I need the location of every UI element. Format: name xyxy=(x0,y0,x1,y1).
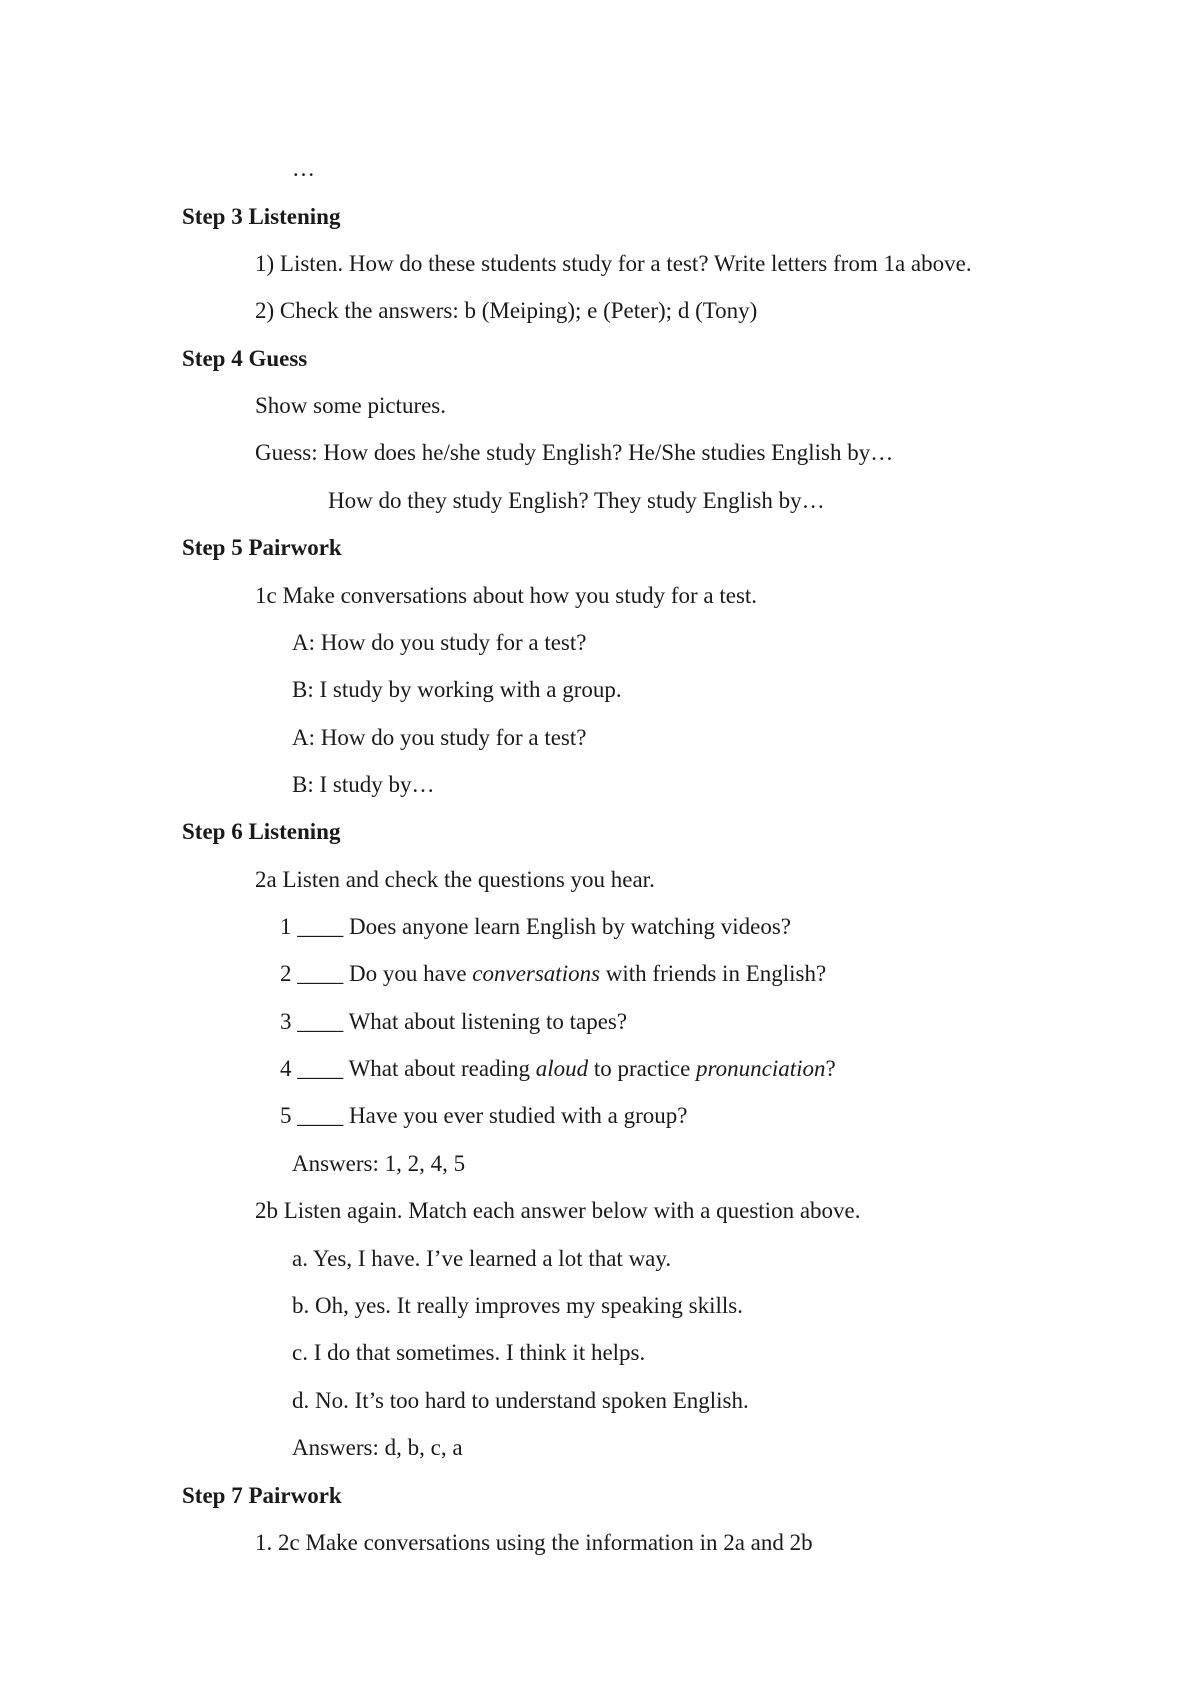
question-item xyxy=(280,1010,627,1033)
step4-guess-1: Guess: How does he/she study English? He/She studies English by… xyxy=(255,440,894,465)
question-text: ? xyxy=(825,1056,836,1081)
question-text: Does anyone learn English by watching videos? xyxy=(349,914,791,939)
dialog-line: A: How do you study for a test? xyxy=(292,630,587,655)
step3-item-1: 1) Listen. How do these students study for a test? Write letters from 1a above. xyxy=(255,251,972,276)
dialog-line: B: I study by working with a group. xyxy=(292,677,622,702)
answer-option: c. I do that sometimes. I think it helps. xyxy=(292,1340,646,1365)
step4-heading: Step 4 Guess xyxy=(182,346,308,371)
question-text: with friends in English? xyxy=(600,961,827,986)
step6-intro-2a: 2a Listen and check the questions you hear. xyxy=(255,867,655,892)
answer-option: b. Oh, yes. It really improves my speaking skills. xyxy=(292,1293,743,1318)
top-ellipsis: … xyxy=(292,156,315,181)
question-emphasis: aloud xyxy=(535,1056,589,1081)
step7-heading: Step 7 Pairwork xyxy=(182,1483,342,1508)
step3-heading: Step 3 Listening xyxy=(182,204,341,229)
question-number: 3 ____ xyxy=(280,1009,349,1034)
question-number: 2 ____ xyxy=(280,961,349,986)
question-number: 4 ____ xyxy=(280,1056,349,1081)
step7-item: 1. 2c Make conversations using the information in 2a and 2b xyxy=(255,1530,813,1555)
step4-show: Show some pictures. xyxy=(255,393,447,418)
answers-2b: Answers: d, b, c, a xyxy=(292,1435,463,1460)
question-number: 1 ____ xyxy=(280,914,349,939)
step4-guess-2: How do they study English? They study English by… xyxy=(328,488,825,513)
answer-option: a. Yes, I have. I’ve learned a lot that way. xyxy=(292,1246,672,1271)
step5-heading: Step 5 Pairwork xyxy=(182,535,342,560)
question-item xyxy=(280,962,826,985)
question-emphasis: conversations xyxy=(472,961,601,986)
step6-heading: Step 6 Listening xyxy=(182,819,341,844)
question-item xyxy=(280,915,791,938)
step6-intro-2b: 2b Listen again. Match each answer below with a question above. xyxy=(255,1198,861,1223)
dialog-line: A: How do you study for a test? xyxy=(292,725,587,750)
answers-2a: Answers: 1, 2, 4, 5 xyxy=(292,1151,466,1176)
question-text: What about listening to tapes? xyxy=(348,1009,628,1034)
question-text: Have you ever studied with a group? xyxy=(349,1103,688,1128)
question-text: Do you have xyxy=(349,961,473,986)
question-item xyxy=(280,1057,836,1080)
question-emphasis: pronunciation xyxy=(696,1056,826,1081)
question-number: 5 ____ xyxy=(280,1103,349,1128)
step3-item-2: 2) Check the answers: b (Meiping); e (Peter); d (Tony) xyxy=(255,298,758,323)
question-item xyxy=(280,1104,688,1127)
question-text: to practice xyxy=(588,1056,697,1081)
answer-option: d. No. It’s too hard to understand spoken English. xyxy=(292,1388,749,1413)
dialog-line: B: I study by… xyxy=(292,772,435,797)
step5-intro: 1c Make conversations about how you study for a test. xyxy=(255,583,758,608)
question-text: What about reading xyxy=(348,1056,536,1081)
